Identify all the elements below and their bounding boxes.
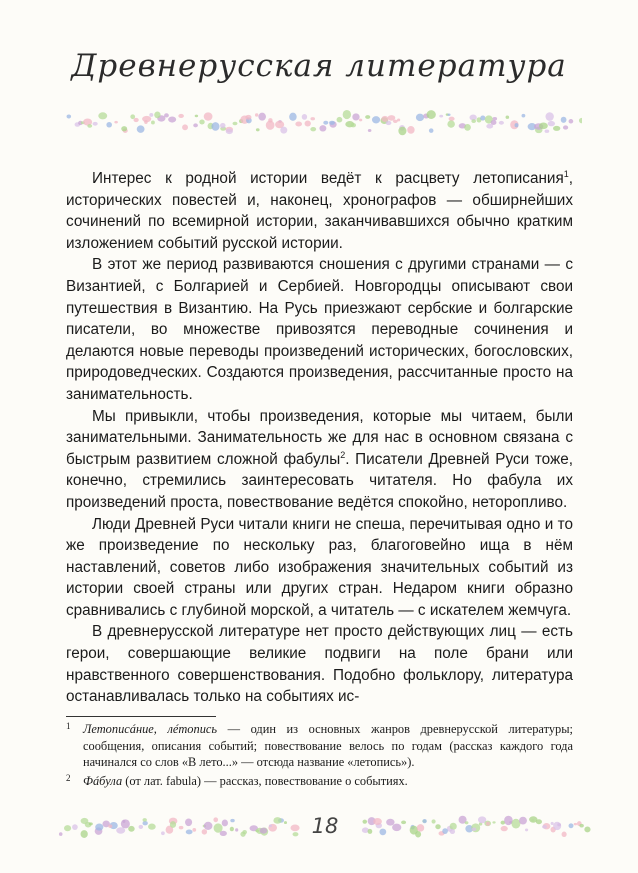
decorative-dot	[255, 113, 258, 116]
decorative-dot	[579, 824, 583, 828]
decorative-dot	[351, 123, 356, 127]
decorative-dot	[310, 117, 315, 120]
decorative-dot	[256, 128, 260, 131]
footnote-marker: 2	[340, 449, 346, 460]
decorative-dot	[323, 121, 328, 125]
decorative-dot	[295, 121, 302, 126]
footnote-term: Фáбула	[83, 773, 123, 788]
decorative-dot	[545, 112, 553, 121]
decorative-dot	[185, 818, 192, 826]
decorative-dot	[562, 832, 567, 837]
decorative-dot	[64, 825, 71, 831]
decorative-dot	[492, 821, 495, 823]
footnote-number: 1	[66, 721, 71, 731]
decorative-dot	[89, 822, 93, 825]
decorative-dot	[178, 114, 184, 118]
decorative-dot	[416, 114, 424, 122]
footnote-text: (от лат. fabula) — рассказ, повествование о событиях.	[122, 773, 408, 788]
decorative-dot	[536, 819, 542, 824]
footnote-marker: 1	[563, 168, 569, 179]
decorative-dot	[195, 115, 198, 118]
decorative-dot	[464, 124, 471, 131]
decorative-dot	[59, 832, 63, 836]
decorative-dot	[449, 117, 455, 121]
decorative-dot	[258, 113, 266, 121]
decorative-dot	[397, 119, 400, 122]
decorative-dot	[161, 831, 165, 835]
decorative-dot	[108, 824, 112, 828]
decorative-dot	[260, 828, 268, 834]
decorative-dot	[213, 817, 218, 822]
decorative-dot	[121, 819, 130, 828]
decorative-dot	[365, 115, 370, 119]
decorative-dot	[447, 113, 450, 115]
decorative-dot	[289, 113, 297, 121]
decorative-dot	[337, 117, 343, 123]
decorative-dot	[154, 112, 160, 119]
footnotes	[66, 721, 573, 791]
decorative-dot	[93, 122, 98, 126]
decorative-dot	[435, 824, 440, 829]
decorative-dot	[398, 127, 406, 136]
decorative-dot	[569, 119, 574, 123]
decorative-dot	[359, 119, 362, 122]
decorative-dot	[179, 826, 184, 829]
decorative-dot	[343, 110, 351, 119]
decorative-dot	[144, 120, 148, 124]
decorative-dot	[292, 832, 298, 836]
decorative-dot	[417, 824, 424, 832]
decorative-dot	[429, 128, 434, 132]
decorative-dot	[182, 124, 188, 130]
decorative-dot	[116, 827, 125, 833]
decorative-dot	[553, 822, 561, 830]
decorative-dot	[584, 827, 590, 833]
decorative-dot	[515, 123, 519, 127]
paragraph: Интерес к родной истории ведёт к расцвету летописания$^1$, исторических повестей и, наконец, хронографов — обширнейших сочинений по всемирной истории, заканчивавшихся обычно кратким изложением событий русской истории.	[66, 168, 573, 252]
decorative-dot	[368, 829, 373, 834]
decorative-dot	[106, 122, 112, 128]
decorative-dot	[114, 121, 118, 124]
decorative-dot	[137, 125, 145, 132]
decorative-dot	[579, 118, 582, 123]
decorative-dot	[230, 827, 234, 832]
decorative-dot	[450, 823, 457, 830]
decorative-dot	[431, 819, 435, 823]
decorative-dot	[204, 822, 213, 830]
decorative-dot	[392, 824, 401, 832]
footnote-text: — один из основных жанров древнерусской литературы; сообщения, описания событий; повествование велось по годам (рассказ каждого года начинался со слов «В лето...» — отсюда название «летопись»).	[83, 722, 574, 769]
decorative-dot	[149, 113, 153, 117]
decorative-dot	[273, 817, 281, 824]
decorative-dot	[368, 129, 372, 132]
decorative-dot	[280, 127, 287, 134]
decorative-dot	[450, 829, 455, 834]
decorative-dot	[269, 824, 272, 827]
decorative-dot	[553, 126, 560, 131]
decorative-dot	[204, 112, 213, 120]
decorative-dot	[168, 116, 176, 122]
decorative-dot	[222, 820, 228, 827]
paragraph: Люди Древней Руси читали книги не спеша, перечитывая одно и то же произведение по нескольку раз, благоговейно ища в нём наставлений, советов либо изображения значительных событий из истории своей страны или других стран. Недаром книги образно сравнивались с глубиной морской, а читатель — с искателем жемчуга.	[66, 515, 573, 619]
decorative-dot	[230, 819, 234, 822]
decorative-dot	[442, 828, 448, 834]
decorative-dot	[192, 828, 196, 832]
decorative-dot	[379, 829, 386, 836]
decorative-dot	[504, 816, 513, 825]
decorative-dot	[121, 126, 127, 131]
decorative-dot	[499, 121, 504, 125]
decorative-dot	[427, 110, 436, 119]
decorative-dot	[407, 126, 414, 134]
decorative-dot	[226, 129, 233, 134]
decorative-dot	[465, 821, 469, 824]
footnote	[66, 721, 573, 771]
decorative-dot	[329, 121, 335, 125]
decorative-dot	[401, 821, 406, 825]
decorative-dot	[193, 123, 198, 127]
footnote-divider	[66, 716, 216, 717]
decorative-dot	[98, 112, 107, 119]
footnote	[66, 773, 573, 790]
main-text	[66, 168, 573, 708]
decorative-dot	[67, 114, 72, 118]
decorative-dot	[525, 829, 528, 832]
paragraph: В древнерусской литературе нет просто действующих лиц — есть герои, совершающие великие подвиги на поле брани или нравственного совершенствования. Подобно фольклору, литература останавливалась только на событиях ис-	[66, 623, 573, 706]
decorative-dot	[232, 122, 237, 126]
decorative-dot	[142, 821, 147, 825]
decorative-dot	[284, 821, 287, 824]
decorative-dot	[471, 823, 480, 832]
decorative-dot	[551, 822, 554, 825]
decorative-dot	[164, 113, 169, 117]
decorative-dot-border-top	[62, 106, 582, 140]
decorative-dot	[415, 831, 421, 837]
decorative-dot	[491, 120, 497, 125]
decorative-dot	[199, 119, 204, 124]
page-number: 18	[311, 814, 339, 838]
decorative-dot	[472, 827, 477, 830]
decorative-dot	[522, 114, 526, 118]
decorative-dot	[302, 114, 307, 120]
decorative-dot	[471, 119, 476, 123]
decorative-dot	[531, 819, 534, 822]
decorative-dot	[519, 817, 527, 825]
decorative-dot	[422, 819, 426, 823]
decorative-dot	[574, 823, 577, 825]
decorative-dot	[186, 830, 193, 835]
decorative-dot	[148, 824, 156, 830]
decorative-dot	[170, 821, 176, 828]
decorative-dot	[139, 825, 144, 829]
decorative-dot	[506, 116, 510, 119]
decorative-dot	[539, 123, 548, 130]
decorative-dot	[220, 123, 226, 129]
decorative-dot	[545, 130, 550, 133]
decorative-dot	[542, 825, 547, 829]
decorative-dot	[220, 831, 227, 836]
footnote-number: 2	[66, 772, 71, 783]
decorative-dot	[202, 829, 207, 835]
chapter-title: Древнерусская литература	[71, 48, 567, 84]
decorative-dot	[386, 819, 394, 826]
decorative-dot	[143, 818, 147, 822]
decorative-dot	[290, 825, 299, 832]
decorative-dot	[548, 121, 555, 126]
decorative-dot	[493, 117, 498, 120]
decorative-dot	[95, 824, 103, 831]
decorative-dot	[319, 125, 326, 131]
decorative-dot	[480, 115, 485, 120]
decorative-dot	[130, 114, 135, 119]
decorative-dot	[72, 824, 78, 830]
decorative-dot	[245, 115, 251, 120]
decorative-dot	[563, 125, 568, 129]
decorative-dot	[211, 122, 219, 131]
decorative-dot	[439, 115, 443, 118]
decorative-dot	[235, 828, 238, 831]
decorative-dot	[81, 830, 88, 838]
decorative-dot	[447, 120, 455, 127]
decorative-dot	[372, 116, 380, 123]
decorative-dot	[305, 120, 311, 126]
decorative-dot	[561, 117, 567, 123]
decorative-dot	[352, 113, 359, 120]
decorative-dot	[373, 818, 382, 825]
footnote-term: Летописáние, лéтопись	[83, 722, 218, 736]
decorative-dot	[87, 124, 92, 128]
paragraph: Мы привыкли, чтобы произведения, которые мы читаем, были занимательными. Занимательность же для нас в основном связана с быстрым развитием сложной фабулы$^2$. Писатели Древней Руси тоже, конечно, стремились заинтересовать читателя. Но фабула их произведений проста, повествование ведётся спокойно, неторопливо.	[66, 407, 573, 511]
decorative-dot	[386, 121, 392, 125]
decorative-dot	[362, 820, 367, 824]
decorative-dot	[393, 120, 398, 123]
decorative-dot	[266, 120, 275, 129]
paragraph: В этот же период развиваются сношения с другими странами — с Византией, с Болгарией и Сербией. Новгородцы описывают свои путешествия в Византию. На Русь приезжают сербские и болгарские писатели, во множестве привозятся переводные сочинения и делаются новые переводы произведений исторических, богословских, природоведческих. Создаются произведения, рассчитанные просто на занимательность.	[66, 256, 573, 403]
decorative-dot	[133, 118, 138, 122]
decorative-dot	[310, 127, 316, 131]
decorative-dot	[128, 826, 134, 832]
decorative-dot	[569, 823, 574, 828]
decorative-dot	[501, 826, 508, 831]
decorative-dot	[486, 822, 490, 826]
decorative-dot	[242, 830, 247, 834]
decorative-dot	[151, 121, 155, 125]
